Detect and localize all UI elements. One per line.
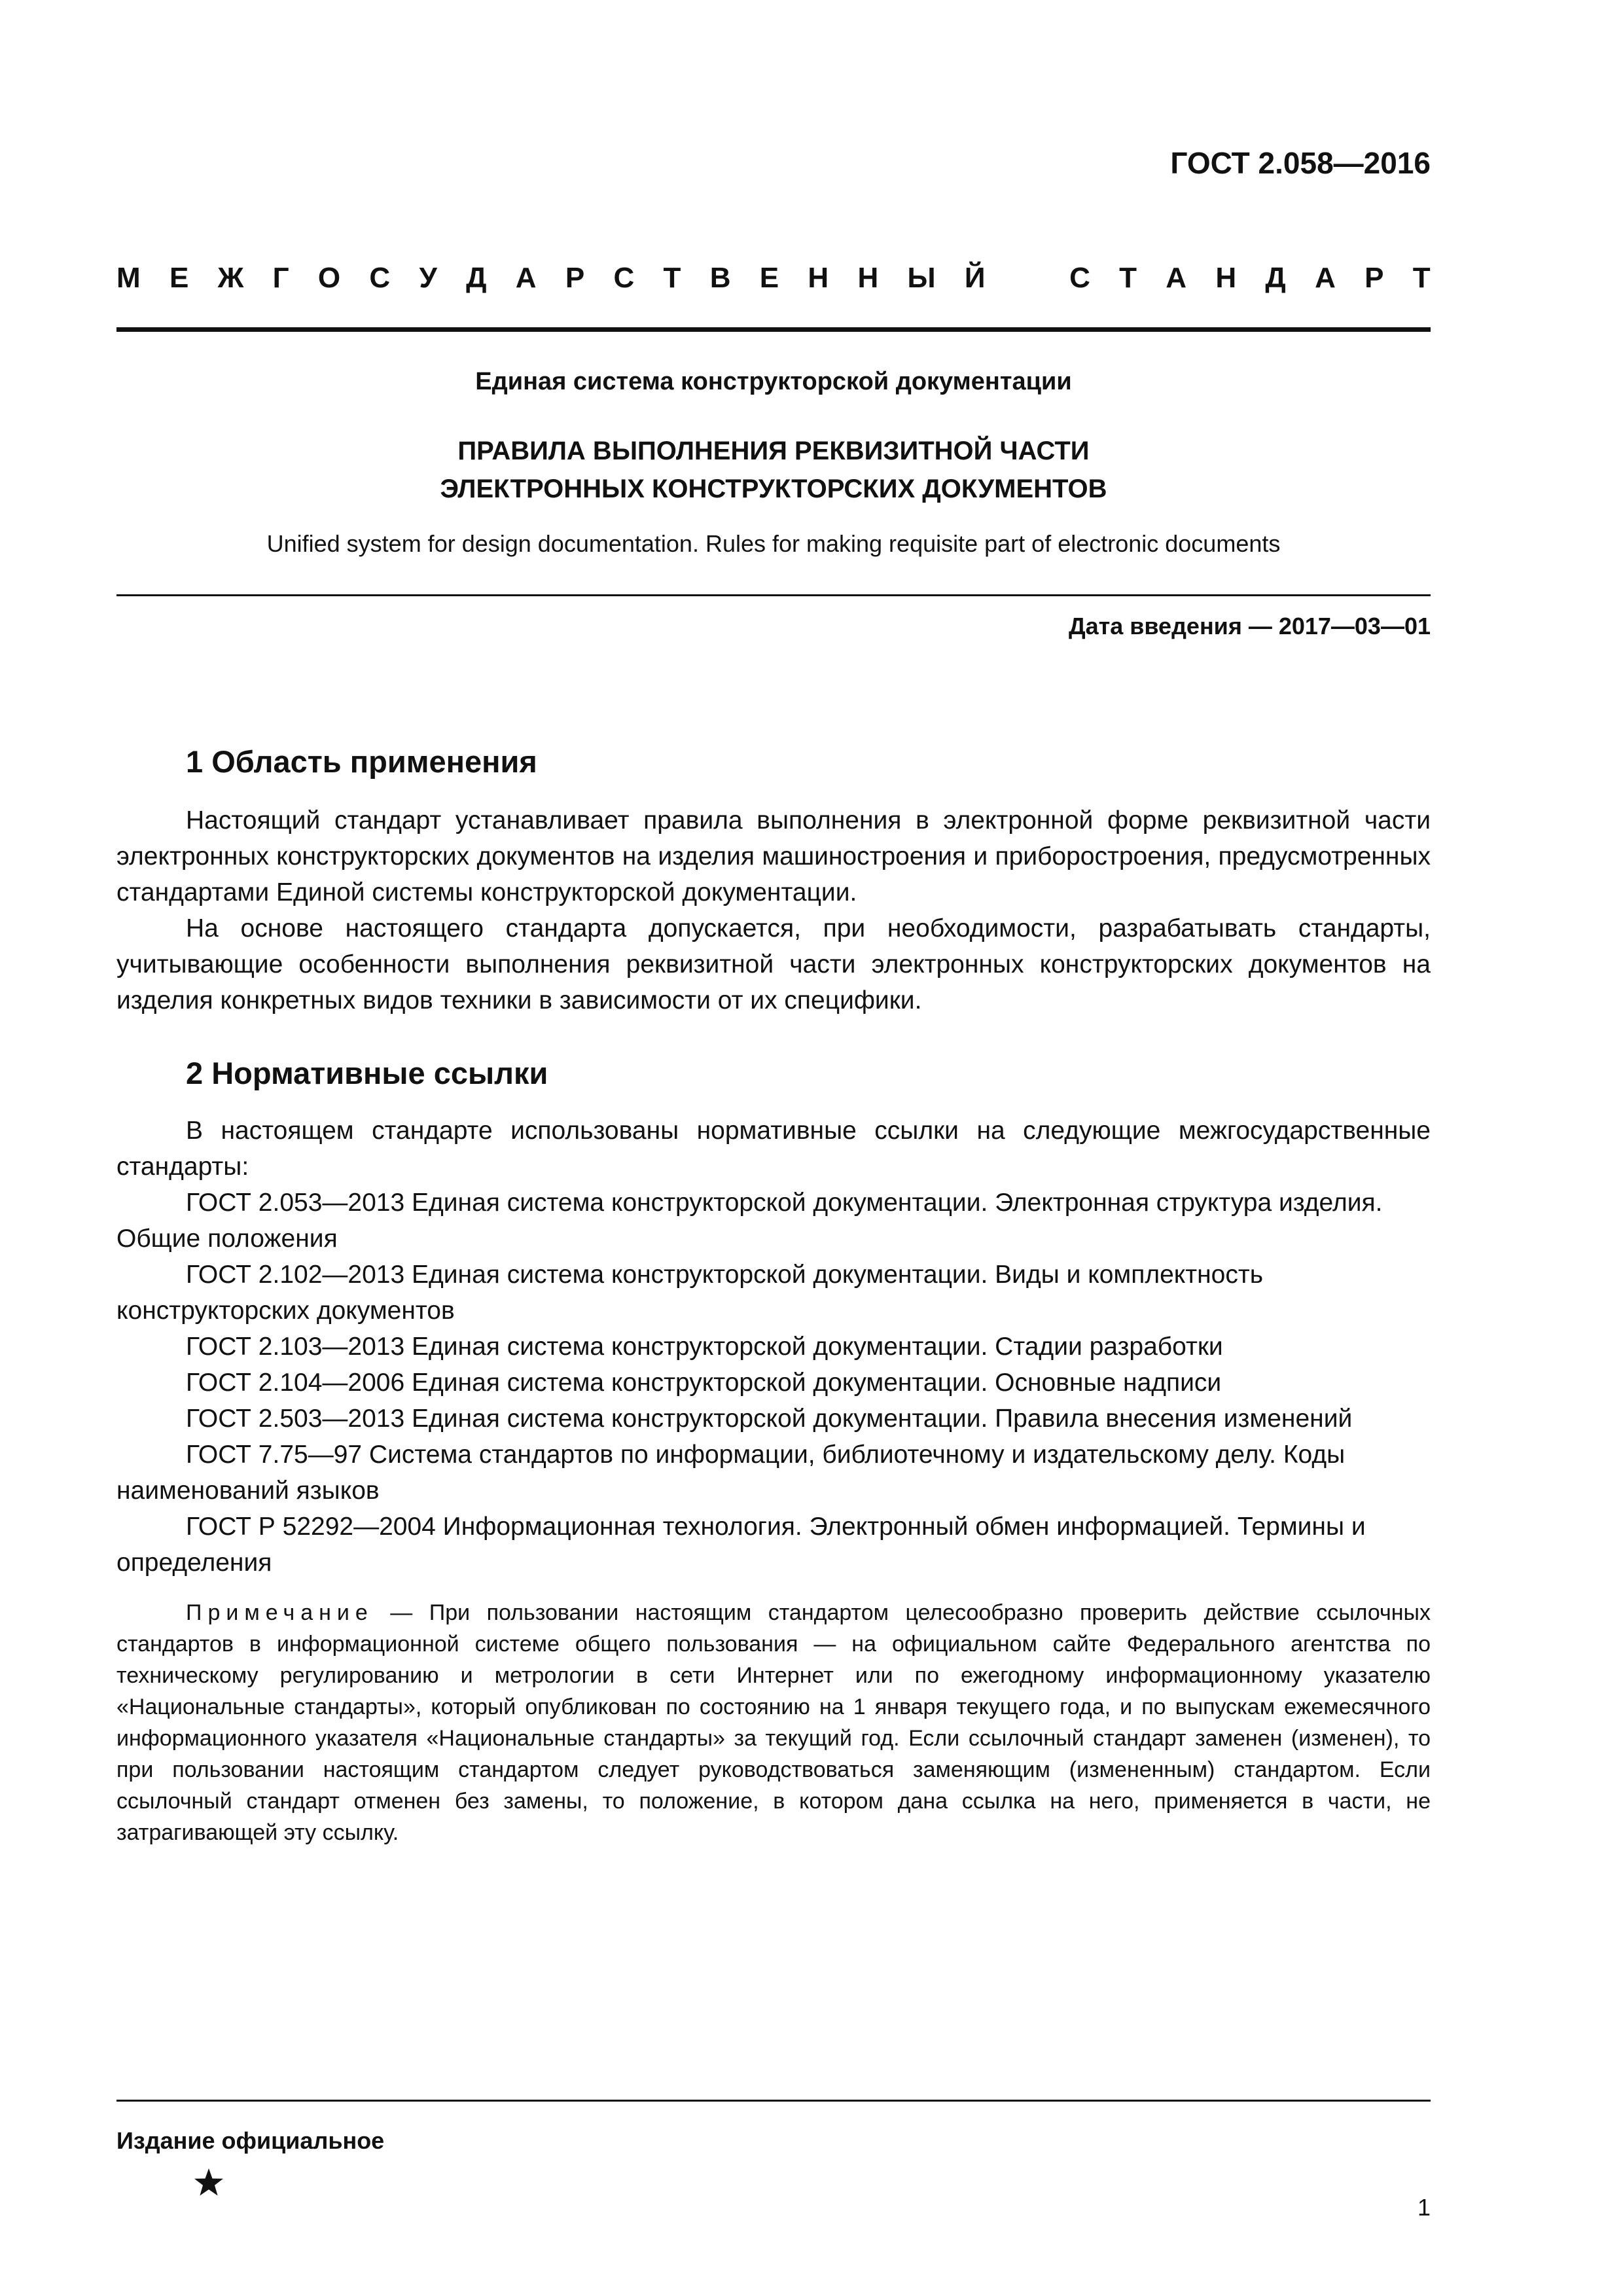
banner-letter: Т [1412, 262, 1431, 294]
note-label: Примечание [186, 1600, 374, 1625]
banner-letter: Д [466, 262, 487, 294]
banner-letter: Е [759, 262, 779, 294]
banner-letter: О [317, 262, 341, 294]
header-divider [116, 327, 1431, 332]
reference-item: ГОСТ 2.102—2013 Единая система конструкторской документации. Виды и комплектность конструкторских документов [116, 1261, 1264, 1325]
banner-letter: А [1166, 262, 1187, 294]
title-divider [116, 594, 1431, 596]
reference-item: ГОСТ 2.503—2013 Единая система конструкторской документации. Правила внесения изменений [186, 1405, 1353, 1433]
banner-letter: А [1315, 262, 1336, 294]
banner-letter: Ж [217, 262, 244, 294]
page-number: 1 [1417, 2194, 1431, 2221]
banner-letter: В [709, 262, 731, 294]
banner-letter: У [419, 262, 437, 294]
introduction-date: Дата введения — 2017—03—01 [1068, 613, 1431, 639]
english-title: Unified system for design documentation. Rules for making requisite part of electronic documents [266, 530, 1281, 557]
footer-divider [116, 2100, 1431, 2102]
interstate-standard-banner [116, 262, 1431, 295]
banner-letter: Й [964, 262, 986, 294]
official-edition-label: Издание официальное [116, 2127, 385, 2154]
banner-letter: Т [663, 262, 681, 294]
banner-letter: С [613, 262, 635, 294]
section-1-body [116, 802, 1431, 1018]
banner-letter: Р [565, 262, 585, 294]
section-2-intro: В настоящем стандарте использованы нормативные ссылки на следующие межгосударственные стандарты: [116, 1117, 1431, 1181]
reference-item: ГОСТ Р 52292—2004 Информационная технология. Электронный обмен информацией. Термины и определения [116, 1513, 1366, 1577]
banner-letter: С [369, 262, 391, 294]
banner-letter: Н [857, 262, 879, 294]
banner-letter: Е [169, 262, 189, 294]
section-1-heading: 1 Область применения [186, 744, 537, 779]
note-text: — При пользовании настоящим стандартом целесообразно проверить действие ссылочных стандартов в информационной системе общего пользования — на официальном сайте Федерального агентства по техническому регулированию и метрологии в сети Интернет или по ежегодному информационному указателю «Национальные стандарты», который опубликован по состоянию на 1 января текущего года, и по выпускам ежемесячного информационного указателя «Национальные стандарты» за текущий год. Если ссылочный стандарт заменен (изменен), то при пользовании настоящим стандартом следует руководствоваться заменяющим (измененным) стандартом. Если ссылочный стандарт отменен без замены, то положение, в котором дана ссылка на него, применяется в части, не затрагивающей эту ссылку. [116, 1600, 1431, 1845]
banner-letter: Т [1119, 262, 1137, 294]
document-code: ГОСТ 2.058—2016 [1170, 146, 1431, 180]
banner-letter: А [515, 262, 537, 294]
section-2-heading: 2 Нормативные ссылки [186, 1056, 548, 1090]
reference-item: ГОСТ 7.75—97 Система стандартов по информации, библиотечному и издательскому делу. Коды наименований языков [116, 1441, 1346, 1505]
note [116, 1597, 1431, 1848]
reference-item: ГОСТ 2.103—2013 Единая система конструкторской документации. Стадии разработки [186, 1333, 1223, 1361]
banner-letter: Ы [907, 262, 936, 294]
section-1-paragraph-1: Настоящий стандарт устанавливает правила выполнения в электронной форме реквизитной части электронных конструкторских документов на изделия машиностроения и приборостроения, предусмотренных стандартами Единой системы конструкторской документации. [116, 806, 1431, 906]
reference-item: ГОСТ 2.053—2013 Единая система конструкторской документации. Электронная структура изделия. Общие положения [116, 1189, 1383, 1253]
section-2-body [116, 1113, 1431, 1581]
banner-letter: М [116, 262, 141, 294]
banner-letter: Д [1265, 262, 1286, 294]
banner-letter: Н [808, 262, 829, 294]
banner-letter: Г [272, 262, 289, 294]
system-title: Единая система конструкторской документации [475, 368, 1072, 395]
normative-references-list [116, 1185, 1431, 1581]
banner-letter: Р [1364, 262, 1384, 294]
document-title-line-1: ПРАВИЛА ВЫПОЛНЕНИЯ РЕКВИЗИТНОЙ ЧАСТИ [457, 437, 1090, 465]
banner-word-gap [1014, 262, 1041, 295]
document-title-line-2: ЭЛЕКТРОННЫХ КОНСТРУКТОРСКИХ ДОКУМЕНТОВ [440, 475, 1107, 503]
section-1-paragraph-2: На основе настоящего стандарта допускается, при необходимости, разрабатывать стандарты, учитывающие особенности выполнения реквизитной части электронных конструкторских документов на изделия конкретных видов техники в зависимости от их специфики. [116, 914, 1431, 1014]
star-icon [194, 2168, 224, 2200]
document-title [116, 432, 1431, 508]
banner-letter: Н [1215, 262, 1237, 294]
reference-item: ГОСТ 2.104—2006 Единая система конструкторской документации. Основные надписи [186, 1369, 1222, 1397]
banner-letter: С [1069, 262, 1090, 294]
